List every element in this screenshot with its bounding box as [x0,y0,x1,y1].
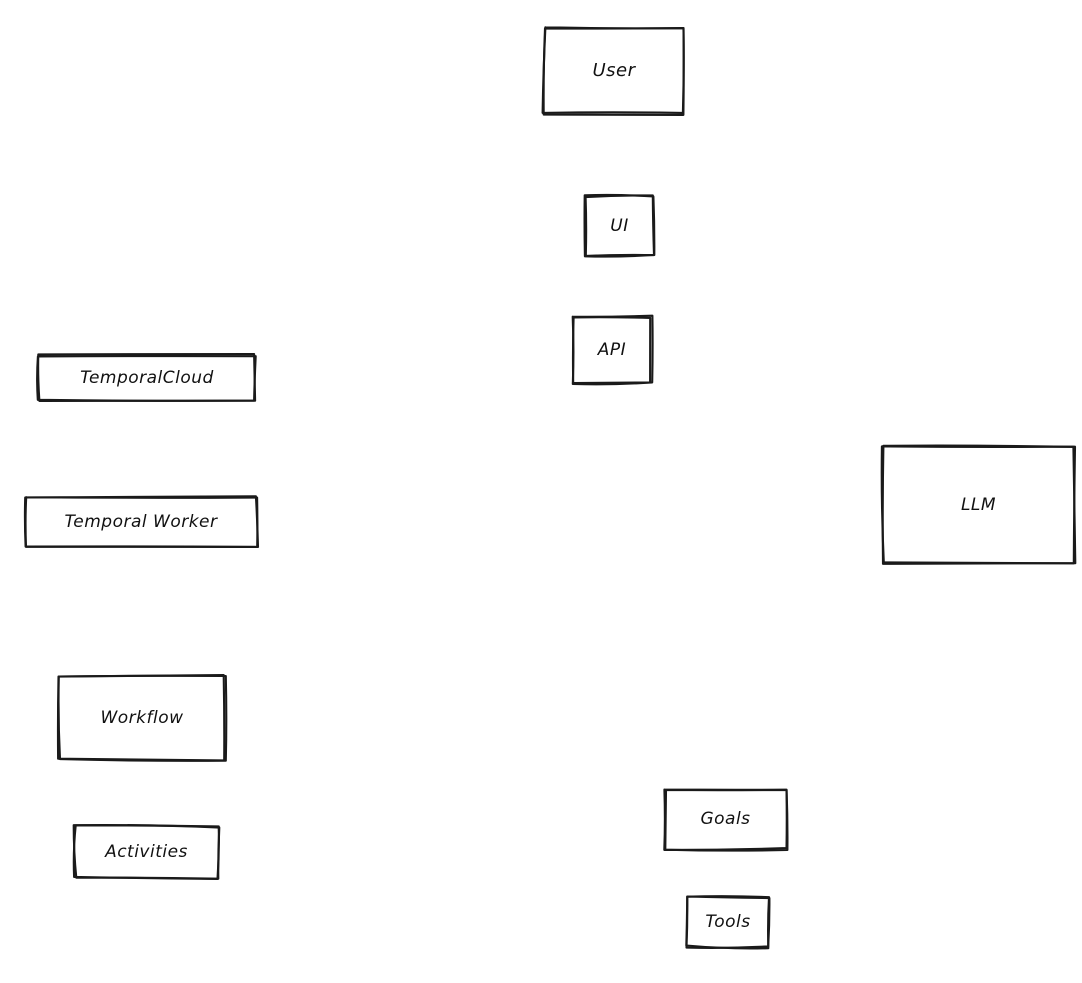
node-user-label: User [592,60,636,82]
node-temporal-worker[interactable] [22,494,260,550]
node-workflow[interactable] [56,673,228,763]
node-tools[interactable] [684,894,772,950]
node-temporal-cloud-label: TemporalCloud [80,367,214,388]
node-llm[interactable] [880,444,1077,566]
node-api[interactable] [570,314,654,386]
node-api-label: API [597,339,627,360]
node-user[interactable] [541,25,687,117]
node-activities[interactable] [72,823,221,881]
node-tools-label: Tools [705,911,751,932]
node-ui-label: UI [610,215,629,236]
node-activities-label: Activities [105,841,188,862]
node-workflow-label: Workflow [100,707,184,728]
node-goals[interactable] [662,786,789,852]
node-temporal-cloud[interactable] [36,352,258,404]
node-llm-label: LLM [960,494,997,515]
node-ui[interactable] [582,193,657,259]
node-temporal-worker-label: Temporal Worker [64,511,218,532]
node-goals-label: Goals [700,808,751,829]
